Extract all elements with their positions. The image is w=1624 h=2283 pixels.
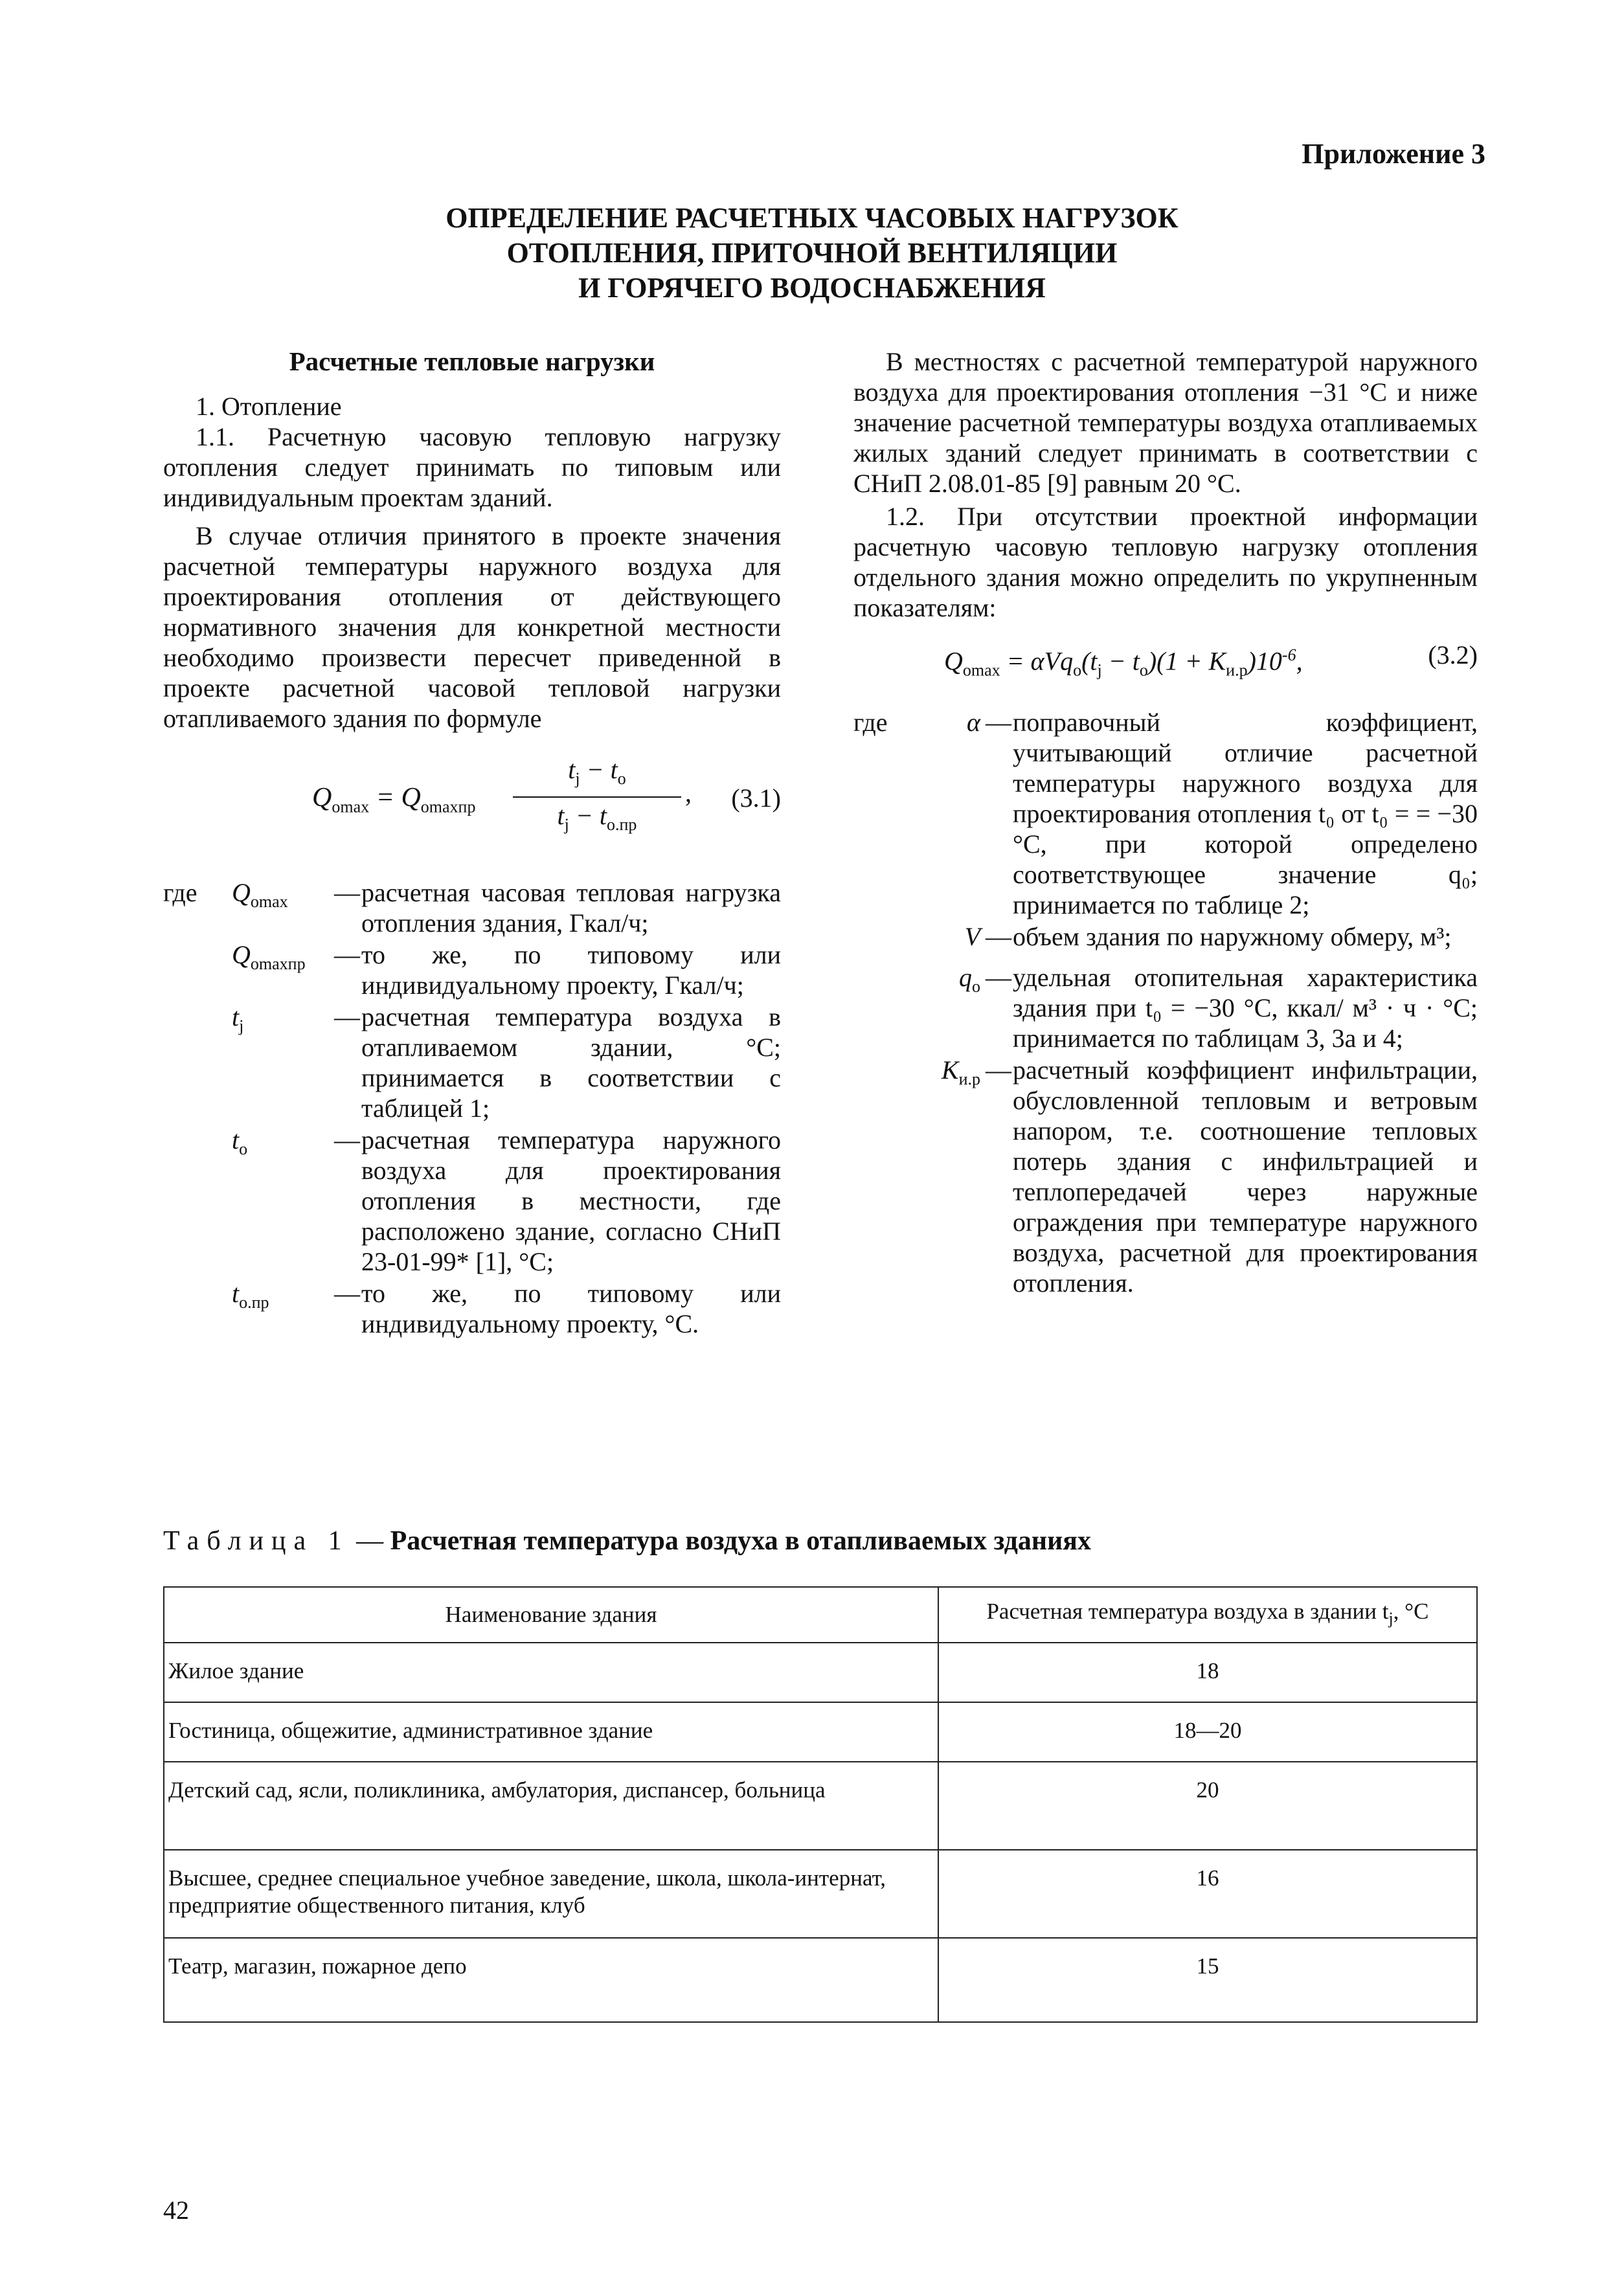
def-symbol: $q_o$ (959, 963, 980, 996)
def-symbol: $t_o$ (232, 1125, 248, 1158)
def-symbol: V (964, 922, 980, 952)
def-symbol: α (967, 708, 980, 737)
def-symbol: $Q_{omax}$ (232, 878, 288, 911)
formula-number: (3.2) (1428, 640, 1478, 669)
def-dash: — (334, 1125, 360, 1154)
cell-building: Театр, магазин, пожарное депо (164, 1938, 938, 2022)
where-word: где (853, 708, 888, 737)
table-title: Расчетная температура воздуха в отапливаемых зданиях (390, 1526, 1092, 1556)
cell-temperature: 20 (938, 1762, 1477, 1850)
def-dash: — (986, 963, 1011, 993)
fraction-denominator: $t_j - t_{o.пр}$ (557, 801, 637, 834)
def-dash: — (334, 940, 360, 969)
right-column (853, 346, 1478, 1298)
table-label: Таблица 1 (163, 1526, 350, 1556)
def-dash: — (986, 922, 1011, 952)
paragraph: 1.1. Расчетную часовую тепловую нагрузку отопления следует принимать по типовым или индивидуальным проектам зданий. (163, 422, 781, 512)
fraction-numerator: $t_j - t_o$ (513, 754, 681, 798)
def-text: то же, по типовому или индивидуальному проекту, Гкал/ч; (361, 940, 781, 1000)
where-word: где (163, 878, 197, 907)
def-dash: — (986, 708, 1011, 737)
cell-building: Гостиница, общежитие, административное здание (164, 1702, 938, 1762)
def-text: расчетная температура наружного воздуха для проектирования отопления в местности, где расположено здание, согласно СНиП 23-01-99* [1], °С; (361, 1125, 781, 1276)
table-row (164, 1762, 1477, 1850)
page-number: 42 (163, 2196, 189, 2225)
cell-temperature: 18—20 (938, 1702, 1477, 1762)
cell-temperature: 16 (938, 1850, 1477, 1938)
definitions-list (163, 877, 781, 1339)
section-heading: Расчетные тепловые нагрузки (289, 346, 655, 376)
def-text: удельная отопительная характеристика здания при t₀ = −30 °С, ккал/ м³ · ч · °С; принимается по таблицам 3, 3а и 4; (1013, 963, 1478, 1053)
def-text: расчетная часовая тепловая нагрузка отопления здания, Гкал/ч; (361, 878, 781, 938)
paragraph: В случае отличия принятого в проекте значения расчетной температуры наружного воздуха для проектирования отопления от действующего нормативного значения для конкретной местности необходимо произвести пересчет приведенной в проекте расчетной часовой тепловой нагрузки отапливаемого здания по формуле (163, 521, 781, 733)
paragraph: 1.2. При отсутствии проектной информации расчетную часовую тепловую нагрузку отопления отдельного здания можно определить по укрупненным показателям: (853, 502, 1478, 622)
definitions-list (853, 707, 1478, 1298)
paragraph: 1. Отопление (196, 392, 342, 421)
def-dash: — (334, 1002, 360, 1031)
def-text: расчетная температура воздуха в отапливаемом здании, °С; принимается в соответствии с таблицей 1; (361, 1002, 781, 1123)
def-dash: — (334, 1279, 360, 1308)
formula-3-1 (163, 752, 781, 849)
cell-building: Высшее, среднее специальное учебное заведение, школа, школа-интернат, предприятие общественного питания, клуб (164, 1850, 938, 1938)
def-text: объем здания по наружному обмеру, м³; (1013, 922, 1452, 952)
table-row (164, 1938, 1477, 2022)
left-column (163, 346, 781, 1339)
cell-building: Детский сад, ясли, поликлиника, амбулатория, диспансер, больница (164, 1762, 938, 1850)
table-caption (163, 1525, 1091, 1557)
def-symbol: $t_{o.пр}$ (232, 1279, 269, 1312)
title-line-3: И ГОРЯЧЕГО ВОДОСНАБЖЕНИЯ (578, 272, 1046, 304)
column-header-temperature: Расчетная температура воздуха в здании $t_j$, °С (938, 1587, 1477, 1643)
table-header-row (164, 1587, 1477, 1643)
table-row (164, 1850, 1477, 1938)
cell-temperature: 15 (938, 1938, 1477, 2022)
def-dash: — (986, 1055, 1011, 1085)
def-symbol: $t_j$ (232, 1002, 244, 1035)
cell-building: Жилое здание (164, 1643, 938, 1702)
title-line-1: ОПРЕДЕЛЕНИЕ РАСЧЕТНЫХ ЧАСОВЫХ НАГРУЗОК (445, 202, 1179, 234)
def-symbol: $K_{и.р}$ (941, 1055, 980, 1089)
formula-3-2 (853, 640, 1478, 685)
def-symbol: $Q_{omaxпр}$ (232, 940, 306, 973)
formula-fraction (513, 754, 681, 840)
caption-separator: — (349, 1526, 390, 1556)
formula-lhs: $Q_{omax} = Q_{omaxпр}$ (312, 783, 476, 816)
paragraph: В местностях с расчетной температурой наружного воздуха для проектирования отопления −31 °С и ниже значение расчетной температуры воздуха отапливаемых жилых зданий следует принимать в соответствии с СНиП 2.08.01-85 [9] равным 20 °С. (853, 347, 1478, 498)
appendix-label: Приложение 3 (1302, 138, 1485, 170)
page-title (0, 201, 1624, 306)
cell-temperature: 18 (938, 1643, 1477, 1702)
def-text: то же, по типовому или индивидуальному проекту, °С. (361, 1279, 781, 1338)
formula-comma: , (685, 778, 692, 807)
def-text: поправочный коэффициент, учитывающий отличие расчетной температуры наружного воздуха для проектирования отопления t₀ от t₀ = = −30 °С, при которой определено соответствующее значение q₀; принимается по таблице 2; (1013, 708, 1478, 920)
title-line-2: ОТОПЛЕНИЯ, ПРИТОЧНОЙ ВЕНТИЛЯЦИИ (506, 237, 1118, 269)
temperature-table (163, 1586, 1478, 2023)
table-row (164, 1702, 1477, 1762)
formula-number: (3.1) (731, 783, 781, 813)
formula-expression: $Q_{omax} = \alpha Vq_o(t_j - t_o)(1 + K_{и.р})10^{-6}$, (944, 646, 1303, 680)
def-dash: — (334, 878, 360, 907)
column-header-name: Наименование здания (164, 1587, 938, 1643)
def-text: расчетный коэффициент инфильтрации, обусловленной тепловым и ветровым напором, т.е. соотношение тепловых потерь здания с инфильтрацией и теплопередачей через наружные ограждения при температуре наружного воздуха, расчетной для проектирования отопления. (1013, 1055, 1478, 1298)
table-row (164, 1643, 1477, 1702)
